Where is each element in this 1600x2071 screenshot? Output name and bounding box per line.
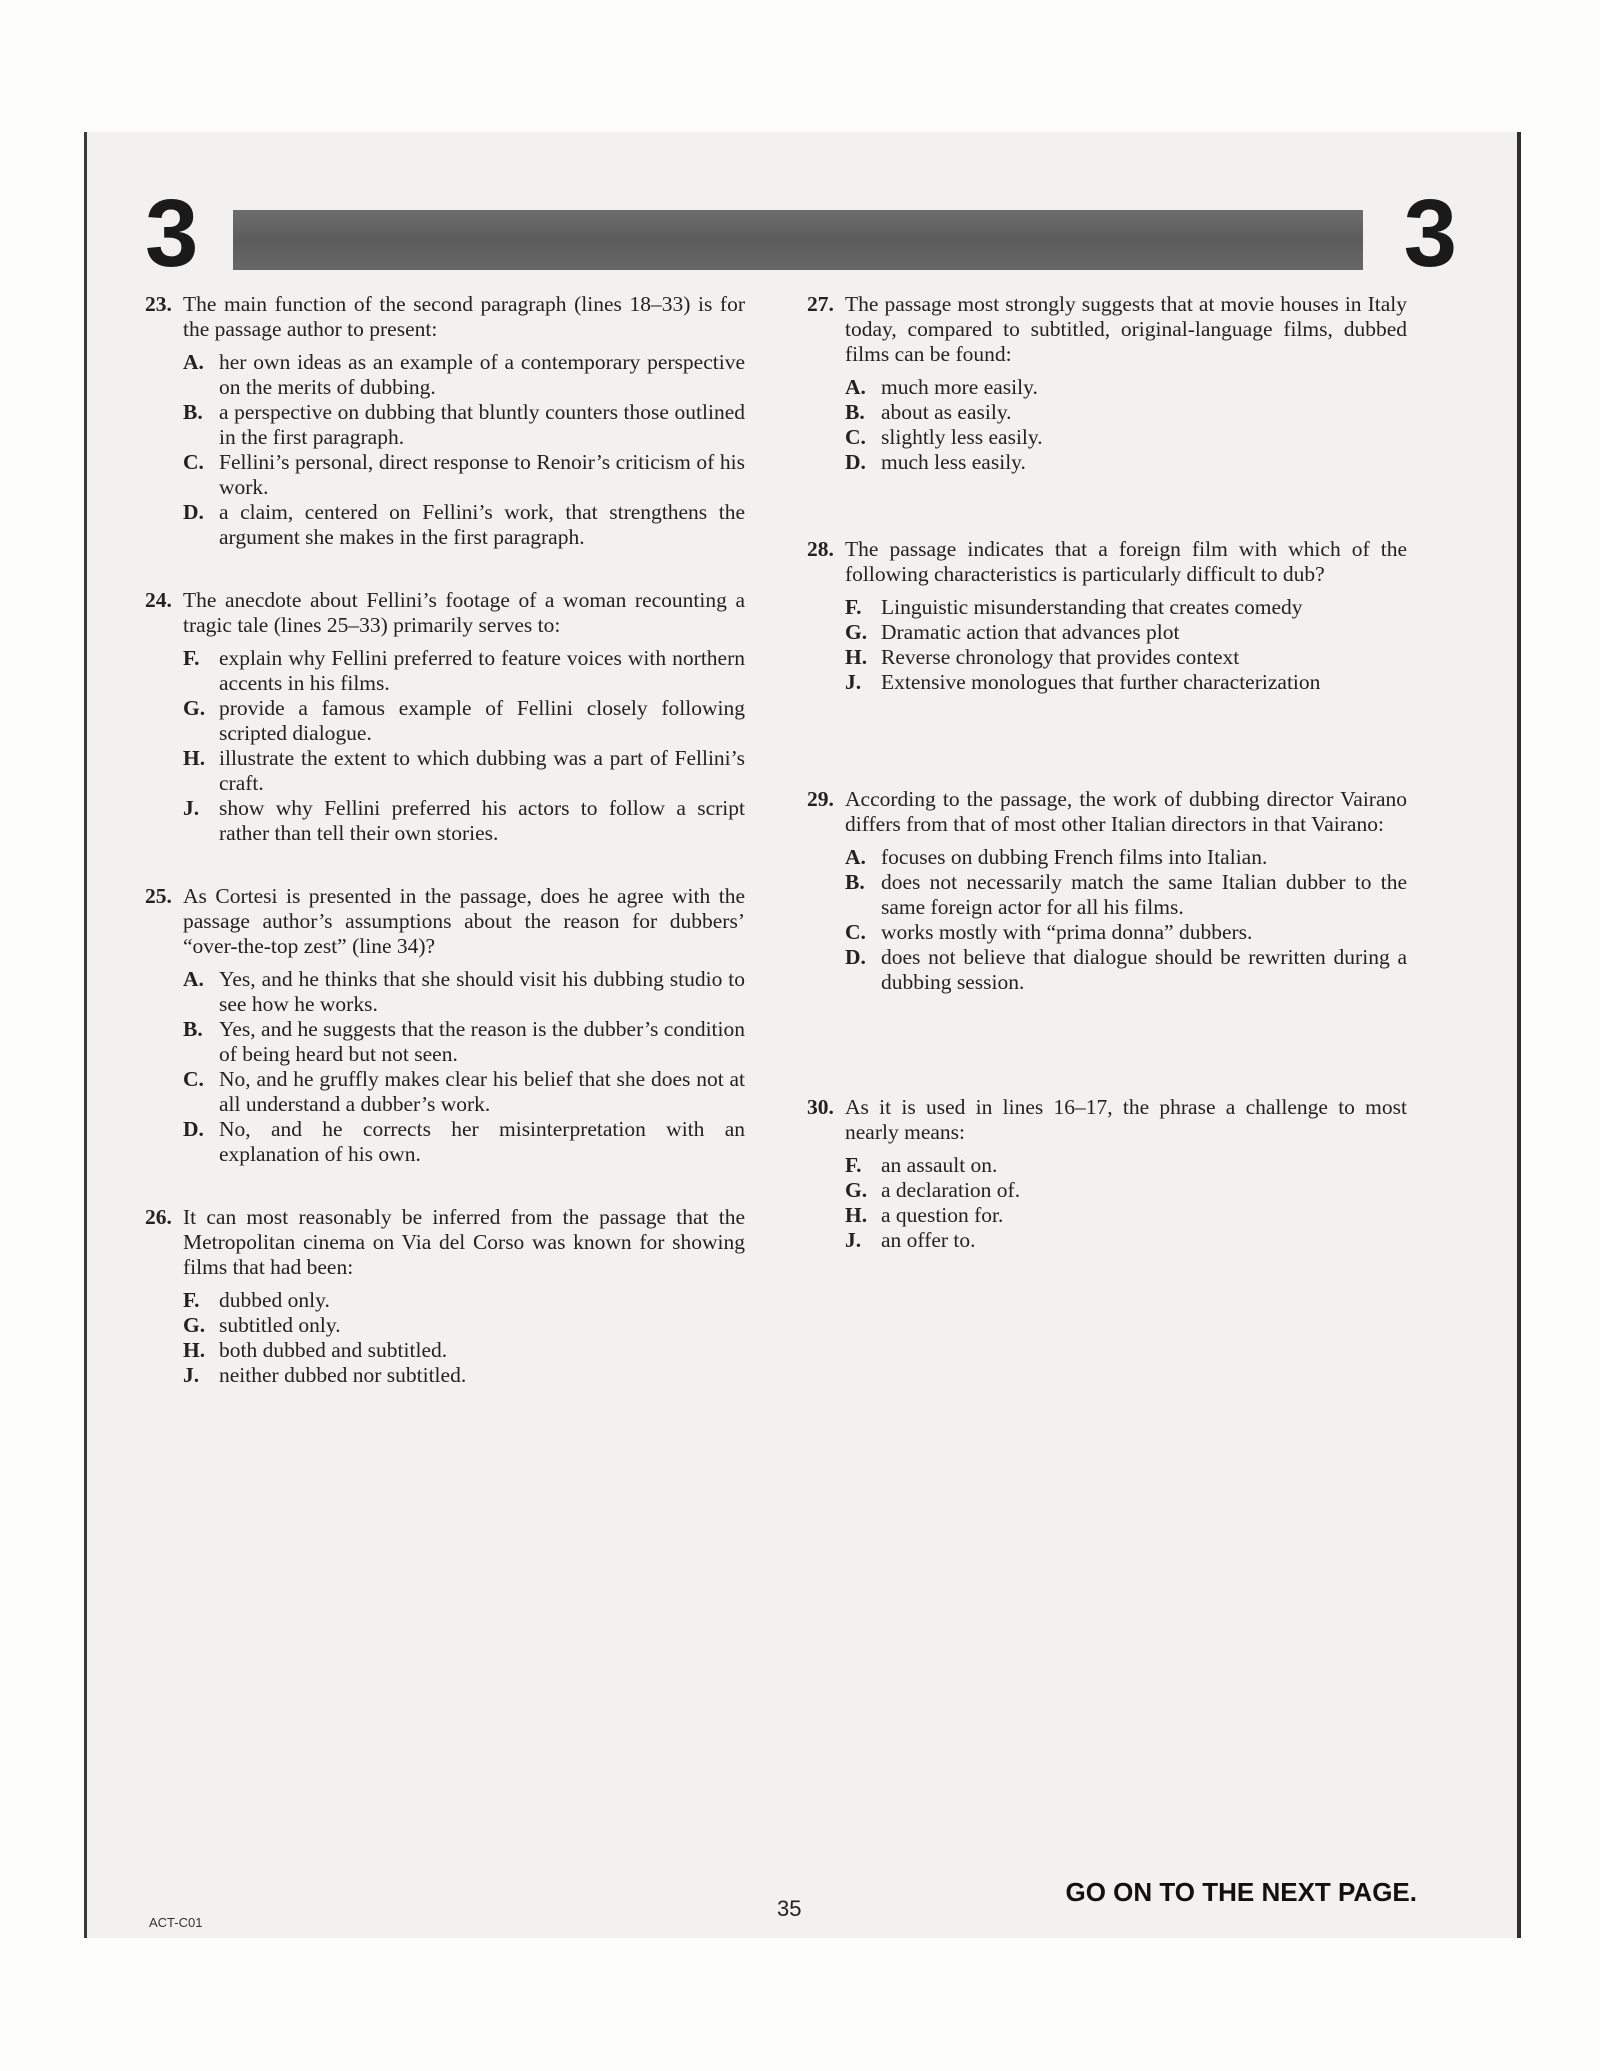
option-letter: F. xyxy=(845,595,862,619)
answer-option xyxy=(845,450,1407,475)
answer-option xyxy=(845,375,1407,400)
question-number: 24. xyxy=(145,588,172,612)
option-letter: B. xyxy=(845,400,865,424)
option-letter: G. xyxy=(845,1178,868,1202)
option-letter: J. xyxy=(845,1228,862,1252)
answer-option xyxy=(183,646,745,696)
answer-option xyxy=(845,920,1407,945)
option-text: does not necessarily match the same Italian dubber to the same foreign actor for all his films. xyxy=(881,870,1407,919)
option-letter: G. xyxy=(183,696,206,720)
answer-option xyxy=(183,967,745,1017)
option-text: a declaration of. xyxy=(881,1178,1021,1202)
question-30 xyxy=(807,1095,1407,1253)
go-on-next-page: GO ON TO THE NEXT PAGE. xyxy=(1065,1877,1417,1907)
answer-option xyxy=(845,845,1407,870)
option-letter: C. xyxy=(845,920,866,944)
option-text: Fellini’s personal, direct response to Renoir’s criticism of his work. xyxy=(219,450,745,499)
left-column xyxy=(145,292,745,1426)
option-text: much more easily. xyxy=(881,375,1038,399)
option-letter: H. xyxy=(183,1338,206,1362)
right-column xyxy=(807,292,1407,1291)
question-28 xyxy=(807,537,1407,695)
answer-option xyxy=(845,425,1407,450)
question-number: 29. xyxy=(807,787,834,811)
answer-option xyxy=(183,1067,745,1117)
answer-option xyxy=(183,1288,745,1313)
option-text: No, and he corrects her misinterpretation with an explanation of his own. xyxy=(219,1117,745,1166)
question-29 xyxy=(807,787,1407,995)
option-text: Dramatic action that advances plot xyxy=(881,620,1180,644)
answer-option xyxy=(845,595,1407,620)
option-text: a perspective on dubbing that bluntly counters those outlined in the first paragraph. xyxy=(219,400,745,449)
option-text: neither dubbed nor subtitled. xyxy=(219,1363,467,1387)
option-text: an offer to. xyxy=(881,1228,976,1252)
option-text: Yes, and he suggests that the reason is the dubber’s condition of being heard but not seen. xyxy=(219,1017,745,1066)
answer-option xyxy=(845,670,1407,695)
question-stem: As Cortesi is presented in the passage, does he agree with the passage author’s assumptions about the reason for dubbers’ “over-the-top zest” (line 34)? xyxy=(183,884,745,958)
answer-option xyxy=(183,1313,745,1338)
test-page xyxy=(84,132,1521,1938)
question-stem: The main function of the second paragraph (lines 18–33) is for the passage author to present: xyxy=(183,292,745,341)
option-letter: C. xyxy=(183,450,204,474)
question-number: 23. xyxy=(145,292,172,316)
option-letter: C. xyxy=(845,425,866,449)
answer-option xyxy=(845,1153,1407,1178)
question-number: 25. xyxy=(145,884,172,908)
question-23 xyxy=(145,292,745,550)
option-letter: A. xyxy=(845,845,866,869)
answer-option xyxy=(183,450,745,500)
answer-option xyxy=(183,696,745,746)
answer-option xyxy=(183,1017,745,1067)
question-number: 27. xyxy=(807,292,834,316)
option-letter: D. xyxy=(183,1117,204,1141)
option-letter: F. xyxy=(183,646,200,670)
question-stem: As it is used in lines 16–17, the phrase a challenge to most nearly means: xyxy=(845,1095,1407,1144)
option-text: a question for. xyxy=(881,1203,1004,1227)
option-text: slightly less easily. xyxy=(881,425,1043,449)
option-text: illustrate the extent to which dubbing was a part of Fellini’s craft. xyxy=(219,746,745,795)
answer-option xyxy=(845,1228,1407,1253)
answer-option xyxy=(183,1363,745,1388)
option-text: provide a famous example of Fellini closely following scripted dialogue. xyxy=(219,696,745,745)
option-text: dubbed only. xyxy=(219,1288,330,1312)
question-27 xyxy=(807,292,1407,475)
option-text: about as easily. xyxy=(881,400,1012,424)
option-text: subtitled only. xyxy=(219,1313,341,1337)
option-text: much less easily. xyxy=(881,450,1026,474)
option-text: Extensive monologues that further characterization xyxy=(881,670,1321,694)
option-letter: H. xyxy=(845,645,868,669)
section-number-left: 3 xyxy=(145,180,199,287)
option-letter: B. xyxy=(183,1017,203,1041)
question-number: 30. xyxy=(807,1095,834,1119)
option-letter: A. xyxy=(845,375,866,399)
answer-option xyxy=(845,400,1407,425)
option-text: show why Fellini preferred his actors to follow a script rather than tell their own stories. xyxy=(219,796,745,845)
option-text: explain why Fellini preferred to feature voices with northern accents in his films. xyxy=(219,646,745,695)
form-code: ACT-C01 xyxy=(149,1915,203,1930)
option-letter: C. xyxy=(183,1067,204,1091)
answer-option xyxy=(183,500,745,550)
option-letter: D. xyxy=(845,945,866,969)
page-number: 35 xyxy=(777,1896,802,1921)
option-letter: D. xyxy=(845,450,866,474)
question-number: 28. xyxy=(807,537,834,561)
option-text: a claim, centered on Fellini’s work, that strengthens the argument she makes in the first paragraph. xyxy=(219,500,745,549)
answer-option xyxy=(845,620,1407,645)
option-letter: B. xyxy=(183,400,203,424)
option-letter: F. xyxy=(845,1153,862,1177)
question-stem: According to the passage, the work of dubbing director Vairano differs from that of most other Italian directors in that Vairano: xyxy=(845,787,1407,836)
section-header-band xyxy=(233,210,1363,270)
option-text: an assault on. xyxy=(881,1153,998,1177)
answer-option xyxy=(183,746,745,796)
answer-option xyxy=(183,350,745,400)
option-letter: H. xyxy=(845,1203,868,1227)
option-text: Reverse chronology that provides context xyxy=(881,645,1240,669)
option-text: works mostly with “prima donna” dubbers. xyxy=(881,920,1253,944)
option-letter: J. xyxy=(845,670,862,694)
question-24 xyxy=(145,588,745,846)
option-letter: G. xyxy=(183,1313,206,1337)
answer-option xyxy=(845,945,1407,995)
option-text: both dubbed and subtitled. xyxy=(219,1338,448,1362)
option-letter: A. xyxy=(183,967,204,991)
option-letter: H. xyxy=(183,746,206,770)
question-number: 26. xyxy=(145,1205,172,1229)
option-letter: B. xyxy=(845,870,865,894)
option-text: her own ideas as an example of a contemporary perspective on the merits of dubbing. xyxy=(219,350,745,399)
answer-option xyxy=(183,796,745,846)
question-stem: It can most reasonably be inferred from the passage that the Metropolitan cinema on Via del Corso was known for showing films that had been: xyxy=(183,1205,745,1279)
question-stem: The passage indicates that a foreign film with which of the following characteristics is particularly difficult to dub? xyxy=(845,537,1407,586)
question-stem: The passage most strongly suggests that at movie houses in Italy today, compared to subtitled, original-language films, dubbed films can be found: xyxy=(845,292,1407,366)
answer-option xyxy=(845,1178,1407,1203)
option-text: Yes, and he thinks that she should visit his dubbing studio to see how he works. xyxy=(219,967,745,1016)
option-letter: D. xyxy=(183,500,204,524)
option-letter: A. xyxy=(183,350,204,374)
option-text: Linguistic misunderstanding that creates comedy xyxy=(881,595,1303,619)
option-letter: F. xyxy=(183,1288,200,1312)
question-25 xyxy=(145,884,745,1167)
answer-option xyxy=(183,1117,745,1167)
answer-option xyxy=(845,645,1407,670)
question-stem: The anecdote about Fellini’s footage of a woman recounting a tragic tale (lines 25–33) primarily serves to: xyxy=(183,588,745,637)
answer-option xyxy=(845,870,1407,920)
option-text: focuses on dubbing French films into Italian. xyxy=(881,845,1268,869)
section-number-right: 3 xyxy=(1403,180,1457,287)
option-text: does not believe that dialogue should be rewritten during a dubbing session. xyxy=(881,945,1407,994)
answer-option xyxy=(845,1203,1407,1228)
answer-option xyxy=(183,1338,745,1363)
answer-option xyxy=(183,400,745,450)
option-letter: J. xyxy=(183,1363,200,1387)
option-text: No, and he gruffly makes clear his belief that she does not at all understand a dubber’s work. xyxy=(219,1067,745,1116)
question-26 xyxy=(145,1205,745,1388)
option-letter: G. xyxy=(845,620,868,644)
option-letter: J. xyxy=(183,796,200,820)
